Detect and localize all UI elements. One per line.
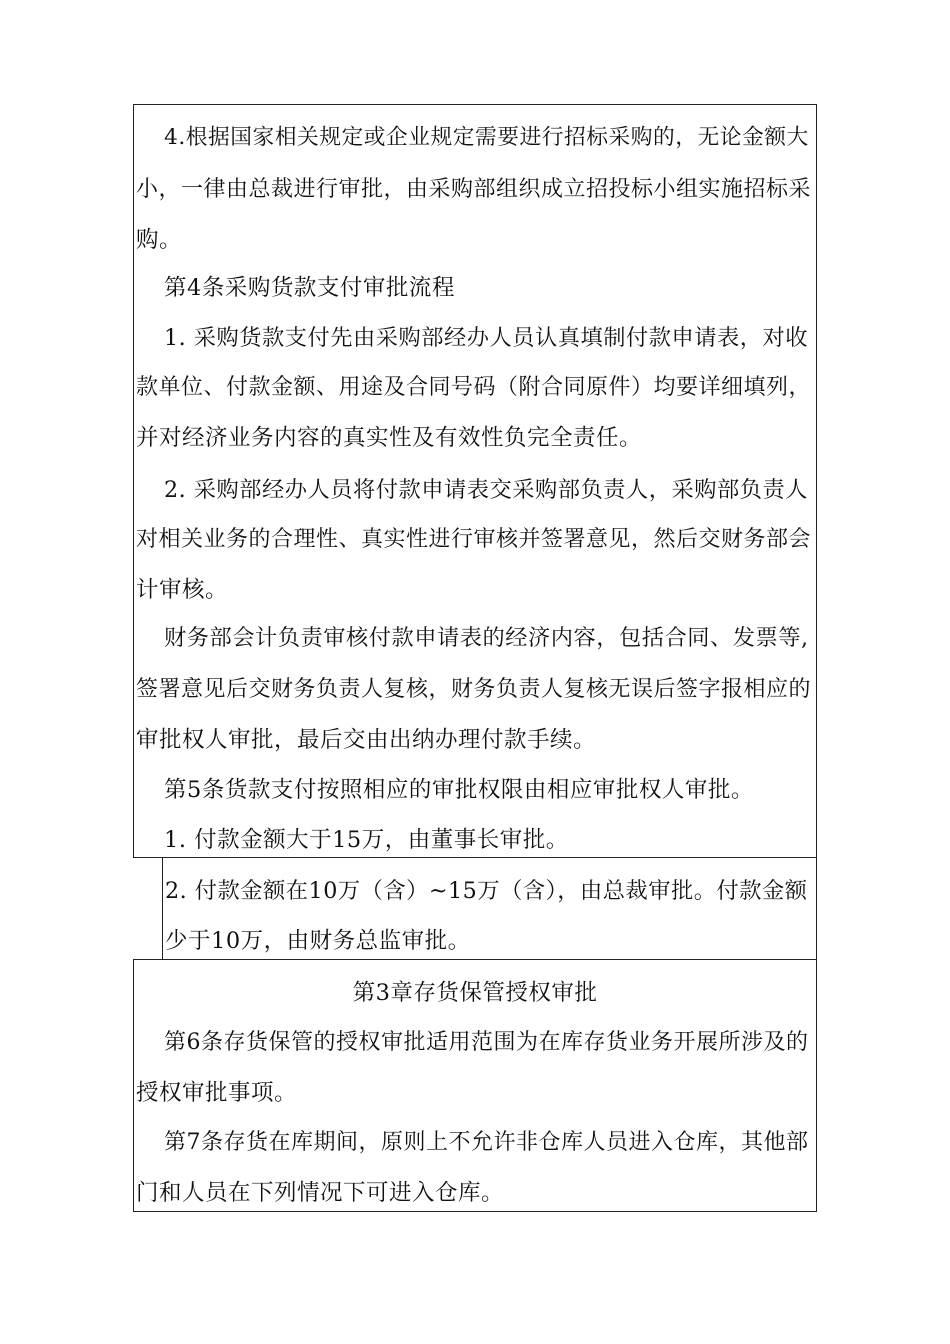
paragraph-line: 签署意见后交财务负责人复核，财务负责人复核无误后签字报相应的 (136, 677, 812, 702)
paragraph-line: 2. 付款金额在10万（含）~15万（含），由总裁审批。付款金额 (165, 878, 808, 904)
paragraph-line: 财务部会计负责审核付款申请表的经济内容，包括合同、发票等, (164, 625, 809, 651)
paragraph-line: 4.根据国家相关规定或企业规定需要进行招标采购的，无论金额大 (164, 125, 809, 150)
paragraph-line: 少于10万，由财务总监审批。 (165, 928, 471, 954)
section-box-2 (162, 857, 817, 960)
paragraph-line: 门和人员在下列情况下可进入仓库。 (136, 1180, 505, 1206)
paragraph-line: 2. 采购部经办人员将付款申请表交采购部负责人，采购部负责人 (164, 477, 809, 503)
paragraph-line: 款单位、付款金额、用途及合同号码（附合同原件）均要详细填列， (136, 375, 812, 400)
paragraph-line: 1. 采购货款支付先由采购部经办人员认真填制付款申请表，对收 (164, 325, 809, 351)
article-heading: 第4条采购货款支付审批流程 (164, 275, 455, 301)
section-box-1 (133, 104, 817, 858)
paragraph-line: 并对经济业务内容的真实性及有效性负完全责任。 (136, 425, 643, 451)
paragraph-line: 第6条存货保管的授权审批适用范围为在库存货业务开展所涉及的 (164, 1030, 809, 1055)
paragraph-line: 审批权人审批，最后交由出纳办理付款手续。 (136, 727, 597, 753)
paragraph-line: 授权审批事项。 (136, 1080, 298, 1106)
chapter-title: 第3章存货保管授权审批 (352, 980, 598, 1006)
paragraph-line: 对相关业务的合理性、真实性进行审核并签署意见，然后交财务部会 (136, 527, 812, 552)
paragraph-line: 小，一律由总裁进行审批，由采购部组织成立招投标小组实施招标采 (136, 177, 812, 202)
paragraph-line: 1. 付款金额大于15万，由董事长审批。 (164, 827, 569, 853)
section-box-3 (133, 959, 817, 1212)
article-heading: 第5条货款支付按照相应的审批权限由相应审批权人审批。 (164, 777, 754, 803)
paragraph-line: 购。 (136, 227, 183, 253)
paragraph-line: 计审核。 (136, 577, 229, 603)
paragraph-line: 第7条存货在库期间，原则上不允许非仓库人员进入仓库，其他部 (164, 1130, 809, 1155)
